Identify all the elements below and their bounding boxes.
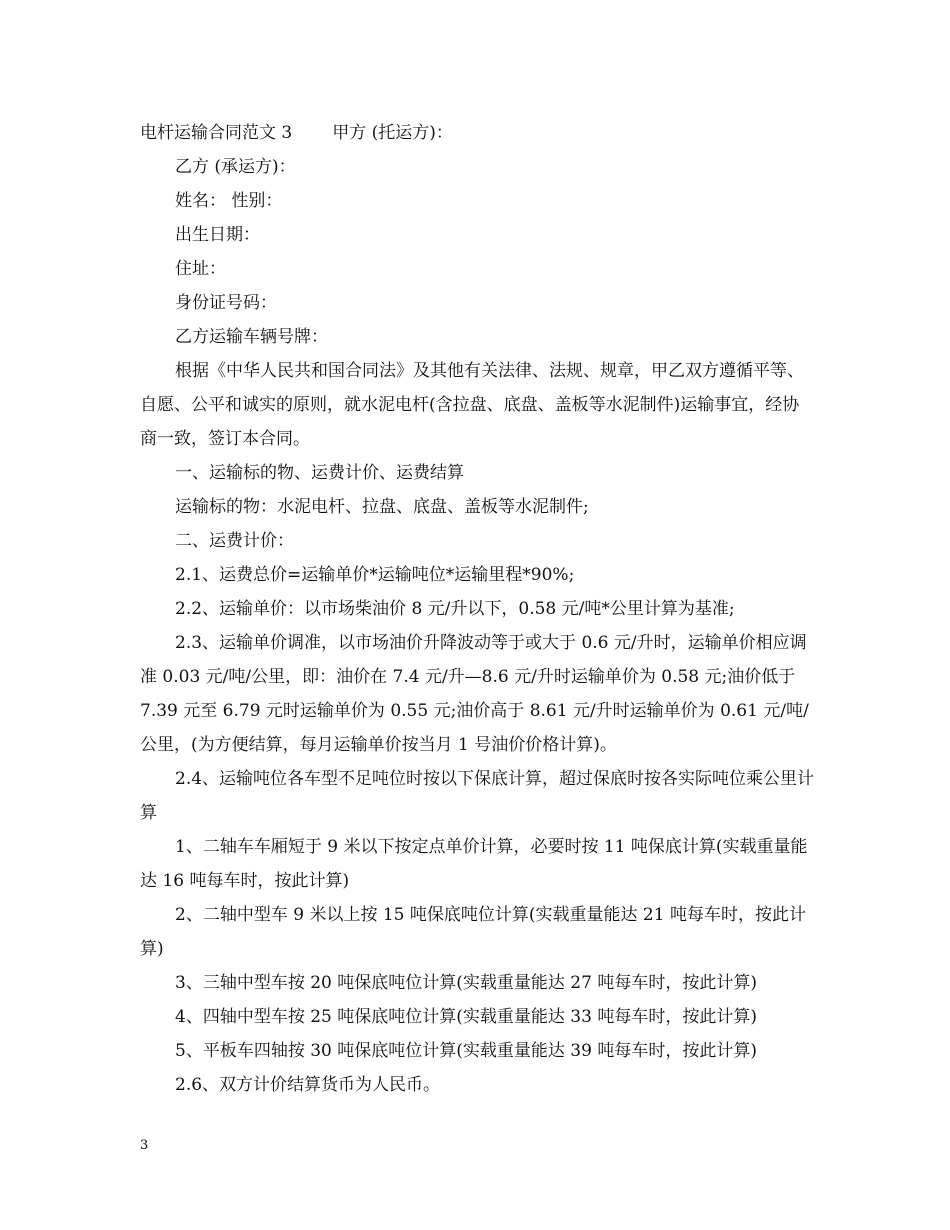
list-item-3: 3、三轴中型车按 20 吨保底吨位计算(实载重量能达 27 吨每车时，按此计算) — [175, 973, 757, 993]
preamble-paragraph: 根据《中华人民共和国合同法》及其他有关法律、法规、规章，甲乙双方遵循平等、自愿、公平和诚实的原则，就水泥电杆(含拉盘、底盘、盖板等水泥制件)运输事宜，经协商一致，签订本合同。 — [140, 361, 804, 449]
party-a-label: 甲方 (托运方)： — [332, 123, 453, 143]
name-gender-field: 姓名： 性别： — [175, 191, 283, 211]
id-number-field: 身份证号码： — [175, 293, 277, 313]
title-line — [140, 116, 816, 150]
clause-2-4: 2.4、运输吨位各车型不足吨位时按以下保底计算，超过保底时按各实际吨位乘公里计算 — [140, 769, 815, 823]
list-item-4: 4、四轴中型车按 25 吨保底吨位计算(实载重量能达 33 吨每车时，按此计算) — [175, 1007, 757, 1027]
document-title: 电杆运输合同范文 3 — [140, 123, 293, 143]
clause-2-6: 2.6、双方计价结算货币为人民币。 — [175, 1075, 441, 1095]
vehicle-plate-field: 乙方运输车辆号牌： — [175, 327, 328, 347]
list-item-1: 1、二轴车车厢短于 9 米以下按定点单价计算，必要时按 11 吨保底计算(实载重量能达 16 吨每车时，按此计算) — [140, 837, 808, 891]
clause-2-2: 2.2、运输单价：以市场柴油价 8 元/升以下，0.58 元/吨*公里计算为基准; — [175, 599, 735, 619]
list-item-2: 2、二轴中型车 9 米以上按 15 吨保底吨位计算(实载重量能达 21 吨每车时，按此计算) — [140, 905, 806, 959]
page-number: 3 — [140, 1138, 149, 1153]
transport-subject-paragraph: 运输标的物：水泥电杆、拉盘、底盘、盖板等水泥制件; — [175, 497, 589, 517]
document-body — [140, 116, 816, 1102]
list-item-5: 5、平板车四轴按 30 吨保底吨位计算(实载重量能达 39 吨每车时，按此计算) — [175, 1041, 757, 1061]
party-b-label: 乙方 (承运方)： — [175, 157, 296, 177]
clause-2-3: 2.3、运输单价调准，以市场油价升降波动等于或大于 0.6 元/升时，运输单价相应调准 0.03 元/吨/公里，即：油价在 7.4 元/升—8.6 元/升时运输单价为 0.58 元;油价低于 7.39 元至 6.79 元时运输单价为 0.55 元;油价高于 8.61 元/升时运输单价为 0.61 元/吨/公里，(为方便结算，每月运输单价按当月 1 号油价价格计算)。 — [140, 633, 809, 755]
birth-date-field: 出生日期： — [175, 225, 260, 245]
clause-2-1: 2.1、运费总价=运输单价*运输吨位*运输里程*90%; — [175, 565, 575, 585]
address-field: 住址： — [175, 259, 226, 279]
section-heading-2: 二、运费计价： — [175, 531, 294, 551]
section-heading-1: 一、运输标的物、运费计价、运费结算 — [175, 463, 464, 483]
